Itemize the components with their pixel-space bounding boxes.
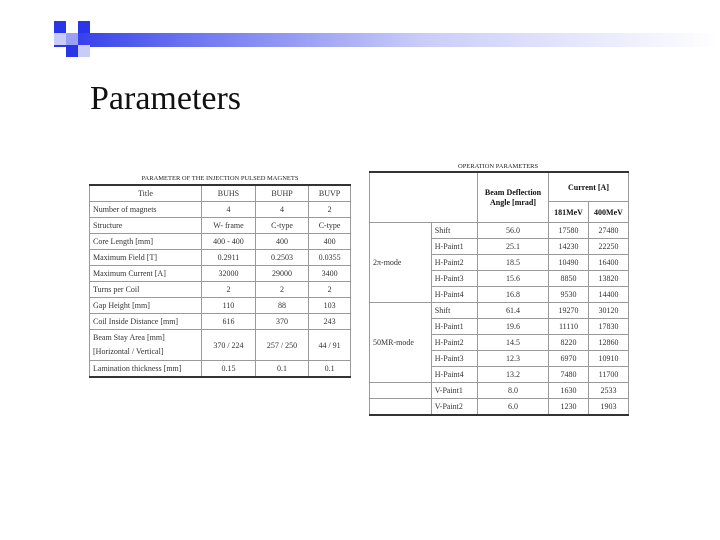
table-cell: 400 - 400	[202, 234, 256, 250]
table-cell: 30120	[589, 303, 629, 319]
table-cell: 10490	[549, 255, 589, 271]
table-cell: 44 / 91	[309, 330, 351, 361]
table-cell: 3400	[309, 266, 351, 282]
table-cell: 0.1	[309, 361, 351, 378]
table-cell: 103	[309, 298, 351, 314]
table-cell	[370, 172, 478, 223]
table-cell: 14400	[589, 287, 629, 303]
table-cell: 13.2	[478, 367, 549, 383]
table-cell: 2533	[589, 383, 629, 399]
table-header-row	[370, 172, 629, 202]
table-cell: 15.6	[478, 271, 549, 287]
table-cell: H-Paint4	[431, 287, 477, 303]
table-cell: 14.5	[478, 335, 549, 351]
table-cell: H-Paint1	[431, 239, 477, 255]
table-cell: 370 / 224	[202, 330, 256, 361]
header-gradient-bar	[54, 33, 720, 47]
table-cell: 8850	[549, 271, 589, 287]
table-row	[370, 303, 629, 319]
table1-caption: PARAMETER OF THE INJECTION PULSED MAGNETS	[141, 175, 299, 182]
table-cell: V-Paint1	[431, 383, 477, 399]
table-cell: V-Paint2	[431, 399, 477, 416]
table-cell: Gap Height [mm]	[90, 298, 202, 314]
table-cell: 7480	[549, 367, 589, 383]
table-row	[90, 266, 351, 282]
column-header: BUVP	[309, 185, 351, 202]
table-cell: 17830	[589, 319, 629, 335]
table-row	[90, 202, 351, 218]
table-cell: 32000	[202, 266, 256, 282]
table-cell: W- frame	[202, 218, 256, 234]
table-header-row	[90, 185, 351, 202]
table-cell	[370, 399, 432, 416]
table-cell: C-type	[255, 218, 308, 234]
column-header: Current [A]	[549, 172, 629, 202]
table-cell: 400	[309, 234, 351, 250]
table-cell: 61.4	[478, 303, 549, 319]
table-row	[90, 250, 351, 266]
table-cell: 110	[202, 298, 256, 314]
table-cell: 2	[309, 202, 351, 218]
table-cell: Turns per Coil	[90, 282, 202, 298]
table-cell: Maximum Field [T]	[90, 250, 202, 266]
table-cell: Shift	[431, 223, 477, 239]
table-cell: 16400	[589, 255, 629, 271]
table-cell: Lamination thickness [mm]	[90, 361, 202, 378]
table-row	[90, 234, 351, 250]
table-cell: 12.3	[478, 351, 549, 367]
page-title: Parameters	[90, 80, 242, 117]
table-row	[90, 314, 351, 330]
table-cell: 0.2911	[202, 250, 256, 266]
table-cell: 1230	[549, 399, 589, 416]
table-cell: H-Paint2	[431, 335, 477, 351]
table2-caption: OPERATION PARAMETERS	[458, 163, 539, 170]
operation-parameters-table	[369, 171, 629, 416]
table-cell: 18.5	[478, 255, 549, 271]
table-cell: Structure	[90, 218, 202, 234]
table-cell: 29000	[255, 266, 308, 282]
decor-square	[66, 45, 78, 57]
decor-square	[78, 45, 90, 57]
decor-square	[78, 21, 90, 33]
table-row	[370, 383, 629, 399]
table-cell: 0.2503	[255, 250, 308, 266]
table-cell: 11110	[549, 319, 589, 335]
table-cell: Coil Inside Distance [mm]	[90, 314, 202, 330]
injection-magnets-table	[89, 184, 351, 378]
table-row	[370, 399, 629, 416]
column-header: Title	[90, 185, 202, 202]
table-cell: 88	[255, 298, 308, 314]
column-header: 181MeV	[549, 202, 589, 223]
table-cell: 19270	[549, 303, 589, 319]
table-cell: 2	[309, 282, 351, 298]
table-cell: 19.6	[478, 319, 549, 335]
table-cell: Number of magnets	[90, 202, 202, 218]
group-label: 50MR-mode	[370, 303, 432, 383]
table-cell: H-Paint3	[431, 351, 477, 367]
table-row	[90, 361, 351, 378]
table-cell: Shift	[431, 303, 477, 319]
table-cell: 400	[255, 234, 308, 250]
table-cell: 6.0	[478, 399, 549, 416]
table-cell	[90, 330, 202, 361]
table-cell: 22250	[589, 239, 629, 255]
table-row	[90, 282, 351, 298]
table-cell: C-type	[309, 218, 351, 234]
decor-square	[54, 21, 66, 33]
beam-stay-sub: [Horizontal / Vertical]	[93, 347, 164, 356]
table-cell: 8220	[549, 335, 589, 351]
table-cell: Maximum Current [A]	[90, 266, 202, 282]
table-cell: 2	[255, 282, 308, 298]
decor-square	[66, 33, 78, 45]
table-cell: 243	[309, 314, 351, 330]
table-cell	[370, 383, 432, 399]
table-cell: 12860	[589, 335, 629, 351]
table-cell: 9530	[549, 287, 589, 303]
table-cell: 10910	[589, 351, 629, 367]
table-cell: 17580	[549, 223, 589, 239]
table-row	[90, 330, 351, 361]
beam-stay-label: Beam Stay Area [mm]	[93, 333, 165, 342]
table-cell: 1630	[549, 383, 589, 399]
table-cell: 27480	[589, 223, 629, 239]
group-label: 2π-mode	[370, 223, 432, 303]
table-cell: 11700	[589, 367, 629, 383]
decor-square	[54, 33, 66, 45]
table-cell: 1903	[589, 399, 629, 416]
table-cell: H-Paint1	[431, 319, 477, 335]
table-cell: 14230	[549, 239, 589, 255]
table-cell: 0.1	[255, 361, 308, 378]
table-cell: 6970	[549, 351, 589, 367]
column-header: BUHP	[255, 185, 308, 202]
table-cell: 257 / 250	[255, 330, 308, 361]
table-cell: 0.0355	[309, 250, 351, 266]
table-cell: 13820	[589, 271, 629, 287]
column-header: Beam Deflection Angle [mrad]	[478, 172, 549, 223]
column-header: BUHS	[202, 185, 256, 202]
table-cell: 616	[202, 314, 256, 330]
table-cell: 8.0	[478, 383, 549, 399]
table-cell: 370	[255, 314, 308, 330]
table-cell: Core Length [mm]	[90, 234, 202, 250]
table-row	[90, 298, 351, 314]
table-cell: 0.15	[202, 361, 256, 378]
table-row	[90, 218, 351, 234]
table-cell: 4	[202, 202, 256, 218]
table-cell: H-Paint3	[431, 271, 477, 287]
table-cell: H-Paint4	[431, 367, 477, 383]
table-row	[370, 223, 629, 239]
table-cell: 56.0	[478, 223, 549, 239]
table-cell: 4	[255, 202, 308, 218]
table-cell: 25.1	[478, 239, 549, 255]
column-header: 400MeV	[589, 202, 629, 223]
table-cell: 2	[202, 282, 256, 298]
table-cell: H-Paint2	[431, 255, 477, 271]
table-cell: 16.8	[478, 287, 549, 303]
